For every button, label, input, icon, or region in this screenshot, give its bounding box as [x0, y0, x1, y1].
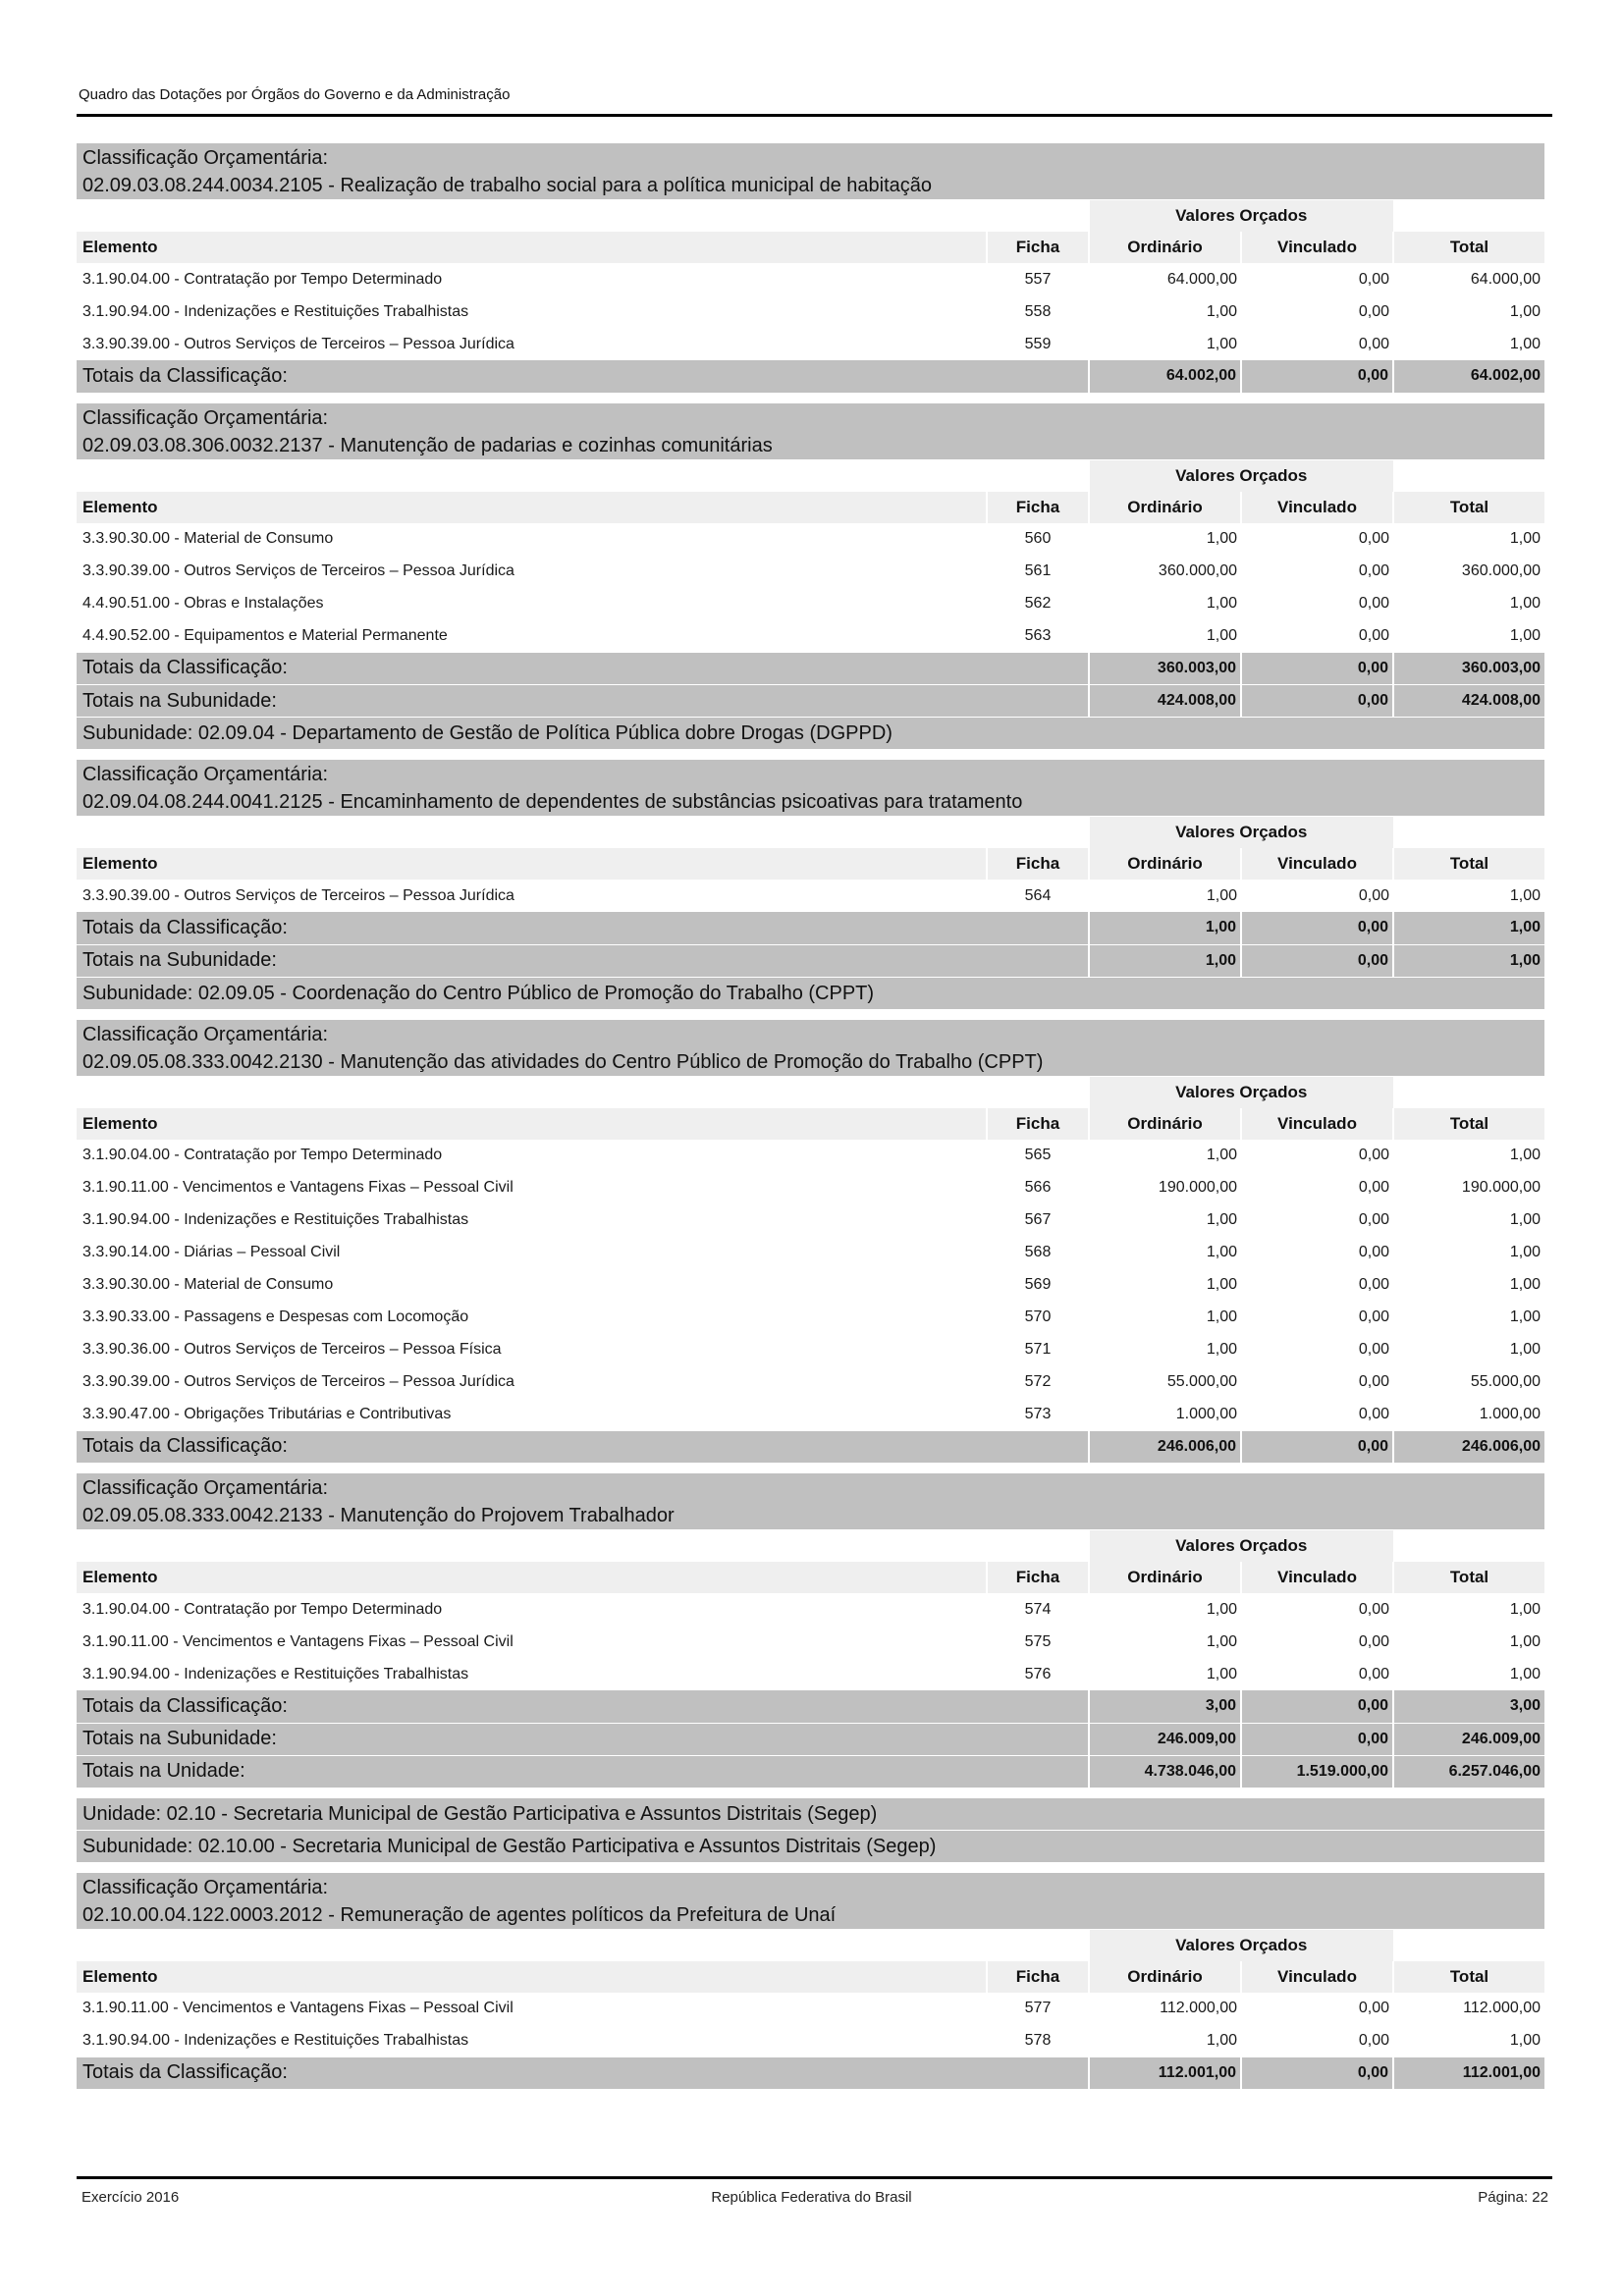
spacer-cell	[77, 817, 987, 848]
column-header-row	[77, 1562, 1544, 1593]
totals-ordinario: 112.001,00	[1089, 2057, 1241, 2090]
table-row	[77, 1237, 1544, 1269]
vinculado-cell: 0,00	[1358, 1600, 1389, 1618]
vinculado-cell: 0,00	[1358, 1632, 1389, 1650]
spacer-cell	[77, 1530, 987, 1562]
totals-ordinario: 64.002,00	[1089, 360, 1241, 393]
classification-label: Classificação Orçamentária:	[82, 147, 329, 169]
totals-vinculado: 0,00	[1241, 944, 1393, 977]
vinculado-cell: 0,00	[1358, 302, 1389, 320]
column-header-row	[77, 492, 1544, 523]
totals-label: Totais da Classificação:	[77, 2057, 1089, 2090]
spacer-cell	[987, 1930, 1089, 1961]
classification-header	[77, 760, 1544, 817]
table-row	[77, 328, 1544, 360]
table-row	[77, 1593, 1544, 1626]
budget-table	[77, 1930, 1544, 2091]
column-header-row	[77, 1961, 1544, 1993]
table-row	[77, 523, 1544, 556]
total-cell: 1,00	[1509, 1665, 1541, 1682]
totals-row	[77, 1723, 1544, 1755]
totals-vinculado: 0,00	[1241, 360, 1393, 393]
classification-label: Classificação Orçamentária:	[82, 1876, 329, 1898]
vinculado-cell: 0,00	[1358, 1211, 1389, 1228]
totals-vinculado: 0,00	[1241, 1723, 1393, 1755]
totals-vinculado: 0,00	[1241, 653, 1393, 685]
total-cell: 1,00	[1509, 1147, 1541, 1163]
ficha-cell: 578	[1024, 2032, 1052, 2049]
elemento-cell: 4.4.90.52.00 - Equipamentos e Material Permanente	[82, 627, 448, 644]
column-header-row	[77, 848, 1544, 880]
col-header-ficha: Ficha	[987, 492, 1089, 523]
vinculado-cell: 0,00	[1358, 335, 1389, 352]
table-row	[77, 1302, 1544, 1334]
vinculado-cell: 0,00	[1358, 1373, 1389, 1390]
vinculado-cell: 0,00	[1358, 562, 1389, 579]
total-cell: 1.000,00	[1479, 1406, 1541, 1422]
col-header-total: Total	[1393, 492, 1544, 523]
col-header-vinculado: Vinculado	[1241, 1961, 1393, 1993]
budget-table	[77, 1077, 1544, 1465]
ordinario-cell: 1,00	[1206, 1211, 1237, 1228]
valores-orcados-header: Valores Orçados	[1089, 460, 1393, 492]
totals-total: 246.006,00	[1393, 1431, 1544, 1464]
total-cell: 1,00	[1509, 886, 1541, 904]
spacer-cell	[987, 460, 1089, 492]
classification-code-title: 02.09.03.08.306.0032.2137 - Manutenção de padarias e cozinhas comunitárias	[82, 434, 773, 456]
spacer-cell	[77, 1077, 987, 1108]
elemento-cell: 3.1.90.94.00 - Indenizações e Restituições Trabalhistas	[82, 2032, 469, 2049]
classification-label: Classificação Orçamentária:	[82, 764, 329, 785]
table-row	[77, 1366, 1544, 1399]
elemento-cell: 3.1.90.04.00 - Contratação por Tempo Determinado	[82, 1147, 443, 1163]
col-header-ficha: Ficha	[987, 848, 1089, 880]
column-header-row	[77, 232, 1544, 263]
ordinario-cell: 64.000,00	[1166, 270, 1237, 288]
totals-label: Totais da Classificação:	[77, 912, 1089, 944]
total-cell: 1,00	[1509, 2032, 1541, 2049]
total-cell: 1,00	[1509, 1276, 1541, 1293]
totals-vinculado: 0,00	[1241, 2057, 1393, 2090]
valores-orcados-header: Valores Orçados	[1089, 1077, 1393, 1108]
totals-total: 360.003,00	[1393, 653, 1544, 685]
spacer-cell	[77, 460, 987, 492]
totals-ordinario: 1,00	[1089, 944, 1241, 977]
total-cell: 190.000,00	[1461, 1179, 1541, 1196]
totals-vinculado: 0,00	[1241, 685, 1393, 718]
totals-vinculado: 0,00	[1241, 912, 1393, 944]
classification-header	[77, 403, 1544, 460]
col-header-elemento: Elemento	[77, 492, 987, 523]
col-header-ordinario: Ordinário	[1089, 1108, 1241, 1140]
col-header-ficha: Ficha	[987, 1108, 1089, 1140]
valores-orcados-row	[77, 460, 1544, 492]
col-header-elemento: Elemento	[77, 1961, 987, 1993]
valores-orcados-header: Valores Orçados	[1089, 1530, 1393, 1562]
totals-total: 6.257.046,00	[1393, 1755, 1544, 1788]
totals-ordinario: 246.009,00	[1089, 1723, 1241, 1755]
elemento-cell: 3.3.90.36.00 - Outros Serviços de Terceiros – Pessoa Física	[82, 1341, 502, 1358]
vinculado-cell: 0,00	[1358, 1665, 1389, 1682]
totals-row	[77, 944, 1544, 977]
total-cell: 1,00	[1509, 595, 1541, 612]
table-row	[77, 295, 1544, 328]
ficha-cell: 566	[1024, 1179, 1052, 1196]
totals-label: Totais na Subunidade:	[77, 1723, 1089, 1755]
table-row	[77, 1658, 1544, 1690]
ficha-cell: 576	[1024, 1665, 1052, 1682]
totals-label: Totais da Classificação:	[77, 1690, 1089, 1723]
elemento-cell: 3.1.90.11.00 - Vencimentos e Vantagens Fixas – Pessoal Civil	[82, 1179, 514, 1196]
ordinario-cell: 360.000,00	[1158, 562, 1237, 579]
total-cell: 1,00	[1509, 1600, 1541, 1618]
totals-total: 112.001,00	[1393, 2057, 1544, 2090]
ficha-cell: 573	[1024, 1406, 1052, 1422]
col-header-vinculado: Vinculado	[1241, 492, 1393, 523]
budget-table	[77, 200, 1544, 394]
col-header-ficha: Ficha	[987, 232, 1089, 263]
elemento-cell: 3.3.90.39.00 - Outros Serviços de Terceiros – Pessoa Jurídica	[82, 562, 514, 579]
elemento-cell: 3.3.90.47.00 - Obrigações Tributárias e Contributivas	[82, 1406, 452, 1422]
header-divider	[77, 114, 1552, 117]
col-header-vinculado: Vinculado	[1241, 1108, 1393, 1140]
ordinario-cell: 190.000,00	[1158, 1179, 1237, 1196]
totals-vinculado: 0,00	[1241, 1690, 1393, 1723]
classification-header	[77, 1020, 1544, 1077]
total-cell: 64.000,00	[1470, 270, 1541, 288]
ficha-cell: 568	[1024, 1244, 1052, 1260]
page-header-title: Quadro das Dotações por Órgãos do Governo e da Administração	[79, 86, 511, 103]
col-header-ordinario: Ordinário	[1089, 232, 1241, 263]
total-cell: 55.000,00	[1470, 1373, 1541, 1390]
classification-header	[77, 1873, 1544, 1930]
col-header-ordinario: Ordinário	[1089, 848, 1241, 880]
section-band: Unidade: 02.10 - Secretaria Municipal de Gestão Participativa e Assuntos Distritais (Segep)	[77, 1798, 1544, 1831]
vinculado-cell: 0,00	[1358, 1341, 1389, 1358]
table-row	[77, 880, 1544, 912]
budget-table	[77, 460, 1544, 719]
classification-code-title: 02.09.05.08.333.0042.2130 - Manutenção das atividades do Centro Público de Promoção do Trabalho (CPPT)	[82, 1050, 1044, 1073]
totals-total: 64.002,00	[1393, 360, 1544, 393]
spacer-cell	[987, 1077, 1089, 1108]
totals-row	[77, 360, 1544, 393]
col-header-elemento: Elemento	[77, 232, 987, 263]
elemento-cell: 3.1.90.94.00 - Indenizações e Restituições Trabalhistas	[82, 1665, 469, 1682]
totals-label: Totais na Unidade:	[77, 1755, 1089, 1788]
totals-row	[77, 653, 1544, 685]
spacer-cell	[1393, 200, 1544, 232]
totals-ordinario: 4.738.046,00	[1089, 1755, 1241, 1788]
budget-report-content	[77, 143, 1544, 2090]
ordinario-cell: 1,00	[1206, 530, 1237, 547]
elemento-cell: 3.3.90.30.00 - Material de Consumo	[82, 530, 334, 547]
vinculado-cell: 0,00	[1358, 1406, 1389, 1422]
spacer-cell	[987, 1530, 1089, 1562]
vinculado-cell: 0,00	[1358, 2032, 1389, 2049]
totals-row	[77, 1690, 1544, 1723]
valores-orcados-header: Valores Orçados	[1089, 1930, 1393, 1961]
valores-orcados-row	[77, 1530, 1544, 1562]
footer-country: República Federativa do Brasil	[711, 2189, 912, 2206]
totals-ordinario: 1,00	[1089, 912, 1241, 944]
col-header-ordinario: Ordinário	[1089, 1961, 1241, 1993]
total-cell: 1,00	[1509, 1341, 1541, 1358]
valores-orcados-row	[77, 200, 1544, 232]
section-band: Subunidade: 02.09.04 - Departamento de Gestão de Política Pública dobre Drogas (DGPPD)	[77, 718, 1544, 750]
section-band: Subunidade: 02.10.00 - Secretaria Municipal de Gestão Participativa e Assuntos Distritais (Segep)	[77, 1831, 1544, 1863]
ordinario-cell: 1,00	[1206, 1276, 1237, 1293]
totals-ordinario: 246.006,00	[1089, 1431, 1241, 1464]
section-band: Subunidade: 02.09.05 - Coordenação do Centro Público de Promoção do Trabalho (CPPT)	[77, 978, 1544, 1010]
table-row	[77, 1140, 1544, 1172]
ficha-cell: 567	[1024, 1211, 1052, 1228]
valores-orcados-row	[77, 817, 1544, 848]
totals-row	[77, 685, 1544, 718]
valores-orcados-header: Valores Orçados	[1089, 817, 1393, 848]
ordinario-cell: 1,00	[1206, 335, 1237, 352]
table-row	[77, 1204, 1544, 1237]
ordinario-cell: 1,00	[1206, 1147, 1237, 1163]
total-cell: 1,00	[1509, 1244, 1541, 1260]
elemento-cell: 3.3.90.39.00 - Outros Serviços de Terceiros – Pessoa Jurídica	[82, 1373, 514, 1390]
spacer-cell	[1393, 1930, 1544, 1961]
classification-label: Classificação Orçamentária:	[82, 1477, 329, 1499]
table-row	[77, 263, 1544, 295]
ordinario-cell: 1,00	[1206, 1341, 1237, 1358]
vinculado-cell: 0,00	[1358, 627, 1389, 644]
elemento-cell: 3.1.90.11.00 - Vencimentos e Vantagens Fixas – Pessoal Civil	[82, 1632, 514, 1650]
totals-total: 424.008,00	[1393, 685, 1544, 718]
spacer-cell	[987, 817, 1089, 848]
totals-row	[77, 1431, 1544, 1464]
table-row	[77, 556, 1544, 588]
vinculado-cell: 0,00	[1358, 270, 1389, 288]
ficha-cell: 574	[1024, 1600, 1052, 1618]
footer-divider	[77, 2176, 1552, 2179]
ficha-cell: 563	[1024, 627, 1052, 644]
vinculado-cell: 0,00	[1358, 1308, 1389, 1325]
totals-label: Totais na Subunidade:	[77, 944, 1089, 977]
vinculado-cell: 0,00	[1358, 530, 1389, 547]
ordinario-cell: 1,00	[1206, 2032, 1237, 2049]
ficha-cell: 561	[1024, 562, 1052, 579]
col-header-vinculado: Vinculado	[1241, 232, 1393, 263]
vinculado-cell: 0,00	[1358, 1147, 1389, 1163]
totals-row	[77, 1755, 1544, 1788]
col-header-total: Total	[1393, 1562, 1544, 1593]
spacer-cell	[77, 1930, 987, 1961]
classification-code-title: 02.09.03.08.244.0034.2105 - Realização de trabalho social para a política municipal de habitação	[82, 175, 933, 196]
ordinario-cell: 1,00	[1206, 1665, 1237, 1682]
vinculado-cell: 0,00	[1358, 886, 1389, 904]
col-header-total: Total	[1393, 1108, 1544, 1140]
spacer-cell	[1393, 1530, 1544, 1562]
spacer-cell	[1393, 460, 1544, 492]
ficha-cell: 571	[1024, 1341, 1052, 1358]
classification-code-title: 02.10.00.04.122.0003.2012 - Remuneração de agentes políticos da Prefeitura de Unaí	[82, 1903, 837, 1926]
table-row	[77, 2025, 1544, 2057]
elemento-cell: 3.3.90.14.00 - Diárias – Pessoal Civil	[82, 1244, 341, 1260]
col-header-ordinario: Ordinário	[1089, 492, 1241, 523]
ordinario-cell: 1,00	[1206, 886, 1237, 904]
col-header-total: Total	[1393, 232, 1544, 263]
ficha-cell: 565	[1024, 1147, 1052, 1163]
ordinario-cell: 1,00	[1206, 1244, 1237, 1260]
ordinario-cell: 1,00	[1206, 302, 1237, 320]
classification-header	[77, 1473, 1544, 1530]
spacer-cell	[987, 200, 1089, 232]
elemento-cell: 3.1.90.11.00 - Vencimentos e Vantagens Fixas – Pessoal Civil	[82, 2000, 514, 2016]
ordinario-cell: 1,00	[1206, 1308, 1237, 1325]
totals-ordinario: 3,00	[1089, 1690, 1241, 1723]
table-row	[77, 1334, 1544, 1366]
column-header-row	[77, 1108, 1544, 1140]
spacer-cell	[1393, 817, 1544, 848]
ficha-cell: 577	[1024, 2000, 1052, 2016]
ordinario-cell: 1,00	[1206, 627, 1237, 644]
ficha-cell: 559	[1024, 335, 1052, 352]
elemento-cell: 3.1.90.04.00 - Contratação por Tempo Determinado	[82, 1600, 443, 1618]
ordinario-cell: 1,00	[1206, 595, 1237, 612]
totals-total: 246.009,00	[1393, 1723, 1544, 1755]
total-cell: 1,00	[1509, 1632, 1541, 1650]
ficha-cell: 564	[1024, 886, 1052, 904]
elemento-cell: 3.3.90.39.00 - Outros Serviços de Terceiros – Pessoa Jurídica	[82, 335, 514, 352]
ficha-cell: 558	[1024, 302, 1052, 320]
ordinario-cell: 1.000,00	[1175, 1406, 1237, 1422]
footer-exercise-year: Exercício 2016	[81, 2189, 180, 2206]
elemento-cell: 3.1.90.94.00 - Indenizações e Restituições Trabalhistas	[82, 1211, 469, 1228]
table-row	[77, 588, 1544, 620]
totals-label: Totais da Classificação:	[77, 653, 1089, 685]
vinculado-cell: 0,00	[1358, 2000, 1389, 2016]
table-row	[77, 1269, 1544, 1302]
valores-orcados-header: Valores Orçados	[1089, 200, 1393, 232]
ficha-cell: 570	[1024, 1308, 1052, 1325]
elemento-cell: 3.1.90.94.00 - Indenizações e Restituições Trabalhistas	[82, 302, 469, 320]
elemento-cell: 3.3.90.33.00 - Passagens e Despesas com Locomoção	[82, 1308, 469, 1325]
vinculado-cell: 0,00	[1358, 1244, 1389, 1260]
totals-total: 3,00	[1393, 1690, 1544, 1723]
totals-label: Totais da Classificação:	[77, 1431, 1089, 1464]
col-header-vinculado: Vinculado	[1241, 1562, 1393, 1593]
totals-total: 1,00	[1393, 944, 1544, 977]
budget-table	[77, 817, 1544, 978]
vinculado-cell: 0,00	[1358, 1179, 1389, 1196]
totals-ordinario: 360.003,00	[1089, 653, 1241, 685]
col-header-vinculado: Vinculado	[1241, 848, 1393, 880]
table-row	[77, 1399, 1544, 1431]
total-cell: 1,00	[1509, 530, 1541, 547]
col-header-elemento: Elemento	[77, 1562, 987, 1593]
ficha-cell: 560	[1024, 530, 1052, 547]
ficha-cell: 562	[1024, 595, 1052, 612]
total-cell: 360.000,00	[1461, 562, 1541, 579]
classification-label: Classificação Orçamentária:	[82, 1023, 329, 1045]
elemento-cell: 3.3.90.39.00 - Outros Serviços de Terceiros – Pessoa Jurídica	[82, 886, 514, 904]
totals-row	[77, 2057, 1544, 2090]
totals-row	[77, 912, 1544, 944]
totals-vinculado: 1.519.000,00	[1241, 1755, 1393, 1788]
vinculado-cell: 0,00	[1358, 1276, 1389, 1293]
totals-label: Totais na Subunidade:	[77, 685, 1089, 718]
col-header-elemento: Elemento	[77, 1108, 987, 1140]
col-header-ordinario: Ordinário	[1089, 1562, 1241, 1593]
footer-page-number: Página: 22	[1478, 2189, 1548, 2206]
table-row	[77, 1993, 1544, 2025]
classification-header	[77, 143, 1544, 200]
total-cell: 1,00	[1509, 335, 1541, 352]
totals-vinculado: 0,00	[1241, 1431, 1393, 1464]
totals-total: 1,00	[1393, 912, 1544, 944]
totals-ordinario: 424.008,00	[1089, 685, 1241, 718]
total-cell: 1,00	[1509, 302, 1541, 320]
ordinario-cell: 55.000,00	[1166, 1373, 1237, 1390]
classification-code-title: 02.09.05.08.333.0042.2133 - Manutenção do Projovem Trabalhador	[82, 1505, 675, 1526]
total-cell: 1,00	[1509, 1211, 1541, 1228]
spacer-cell	[77, 200, 987, 232]
ordinario-cell: 1,00	[1206, 1632, 1237, 1650]
table-row	[77, 1172, 1544, 1204]
col-header-total: Total	[1393, 848, 1544, 880]
ordinario-cell: 112.000,00	[1160, 2000, 1237, 2016]
elemento-cell: 4.4.90.51.00 - Obras e Instalações	[82, 595, 324, 612]
valores-orcados-row	[77, 1077, 1544, 1108]
ficha-cell: 572	[1024, 1373, 1052, 1390]
table-row	[77, 620, 1544, 653]
ficha-cell: 557	[1024, 270, 1052, 288]
total-cell: 1,00	[1509, 1308, 1541, 1325]
vinculado-cell: 0,00	[1358, 595, 1389, 612]
classification-label: Classificação Orçamentária:	[82, 406, 329, 429]
col-header-ficha: Ficha	[987, 1562, 1089, 1593]
ordinario-cell: 1,00	[1206, 1600, 1237, 1618]
table-row	[77, 1626, 1544, 1658]
col-header-total: Total	[1393, 1961, 1544, 1993]
col-header-elemento: Elemento	[77, 848, 987, 880]
budget-table	[77, 1530, 1544, 1789]
total-cell: 112.000,00	[1463, 2000, 1541, 2016]
ficha-cell: 575	[1024, 1632, 1052, 1650]
total-cell: 1,00	[1509, 627, 1541, 644]
valores-orcados-row	[77, 1930, 1544, 1961]
ficha-cell: 569	[1024, 1276, 1052, 1293]
elemento-cell: 3.3.90.30.00 - Material de Consumo	[82, 1276, 334, 1293]
spacer-cell	[1393, 1077, 1544, 1108]
classification-code-title: 02.09.04.08.244.0041.2125 - Encaminhamento de dependentes de substâncias psicoativas para tratamento	[82, 791, 1023, 813]
totals-label: Totais da Classificação:	[77, 360, 1089, 393]
col-header-ficha: Ficha	[987, 1961, 1089, 1993]
elemento-cell: 3.1.90.04.00 - Contratação por Tempo Determinado	[82, 270, 443, 288]
